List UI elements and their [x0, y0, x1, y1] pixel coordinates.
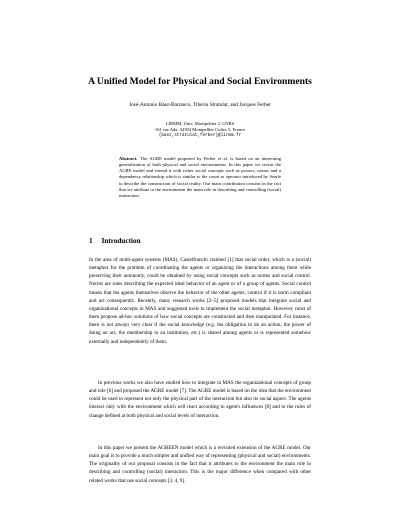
affiliation-line-1: LIRMM, Univ. Montpellier 2, CNRS [165, 121, 235, 126]
section-number: 1 [89, 237, 93, 245]
author-emails: {baez,stratulat,ferber}@lirmm.fr [158, 133, 242, 138]
body-paragraph: In this paper we present the AGREEN model which is a revisited extension of the AGRE model. Our main goal is to provide a much simpler and unified way of representing (physical and social) environments. The originality of our proposal consists in the fact that it attributes to the environment the main role in describing and controlling (social) interaction. This is the major difference when compared with other related works that use social concepts [3, 4, 9]. [89, 445, 311, 484]
abstract-text: The AGRE model proposed by Ferber et al. is based on an interesting generalization of both physical and social environments. In this paper we revisit the AGRE model and extend it with richer social concepts such as powers, norms and a dependency relationship which is similar to the count as operator introduced by Searle to describe the construction of social reality. Our main contribution consists in the fact that we attribute to the environment the main role in describing and controlling (social) interaction. [119, 156, 281, 198]
abstract [119, 156, 281, 199]
affiliation-block [0, 121, 400, 139]
paper-authors: José-Antonio Báez-Barranco, Tiberiu Stratulat, and Jacques Ferber [129, 102, 271, 108]
section-title: Introduction [101, 237, 141, 245]
affiliation-line-2: 161 rue Ada, 34392 Montpellier Cedex 5, France [154, 127, 246, 132]
body-paragraph: In previous works we also have studied how to integrate in MAS the organizational concepts of group and role [6] and proposed the AGRE model [7]. The AGRE model is based on the idea that the environment could be used to represent not only the physical part of the interaction but also its social aspect. The agents interact only with the environment which will react according to agent's influences [8] and to the rules of change defined at both physical and social levels of interaction. [89, 380, 311, 419]
abstract-label: Abstract. [119, 156, 138, 161]
section-heading [89, 237, 141, 245]
body-paragraph: In the area of multi-agent systems (MAS), Castelfranchi claimed [1] that social order, which is a (social) metaphor for the problem of coordinating the agents or organizing the interactions among them while preserving their autonomy, could be obtained by using social concepts such as norms and social control. Norms are rules describing the expected ideal behavior of an agent or of a group of agents. Social control means that the agents themselves observe the behavior of the other agents, control if it is norm compliant and act consequently. Recently, many research works [2–5] proposed models that integrate social and organizational concepts in MAS and suggested tools to implement the social metaphor. However, most of them propose ad-hoc solutions of how social concepts are constructed and then manipulated. For instance, there is not always very clear if the social knowledge (e.g. the obligation to do an action, the power of doing an act, the membership to an institution, etc.) is shared among agents or is represented somehow externally and independently of them. [89, 257, 311, 345]
paper-title: A Unified Model for Physical and Social Environments [88, 76, 312, 87]
